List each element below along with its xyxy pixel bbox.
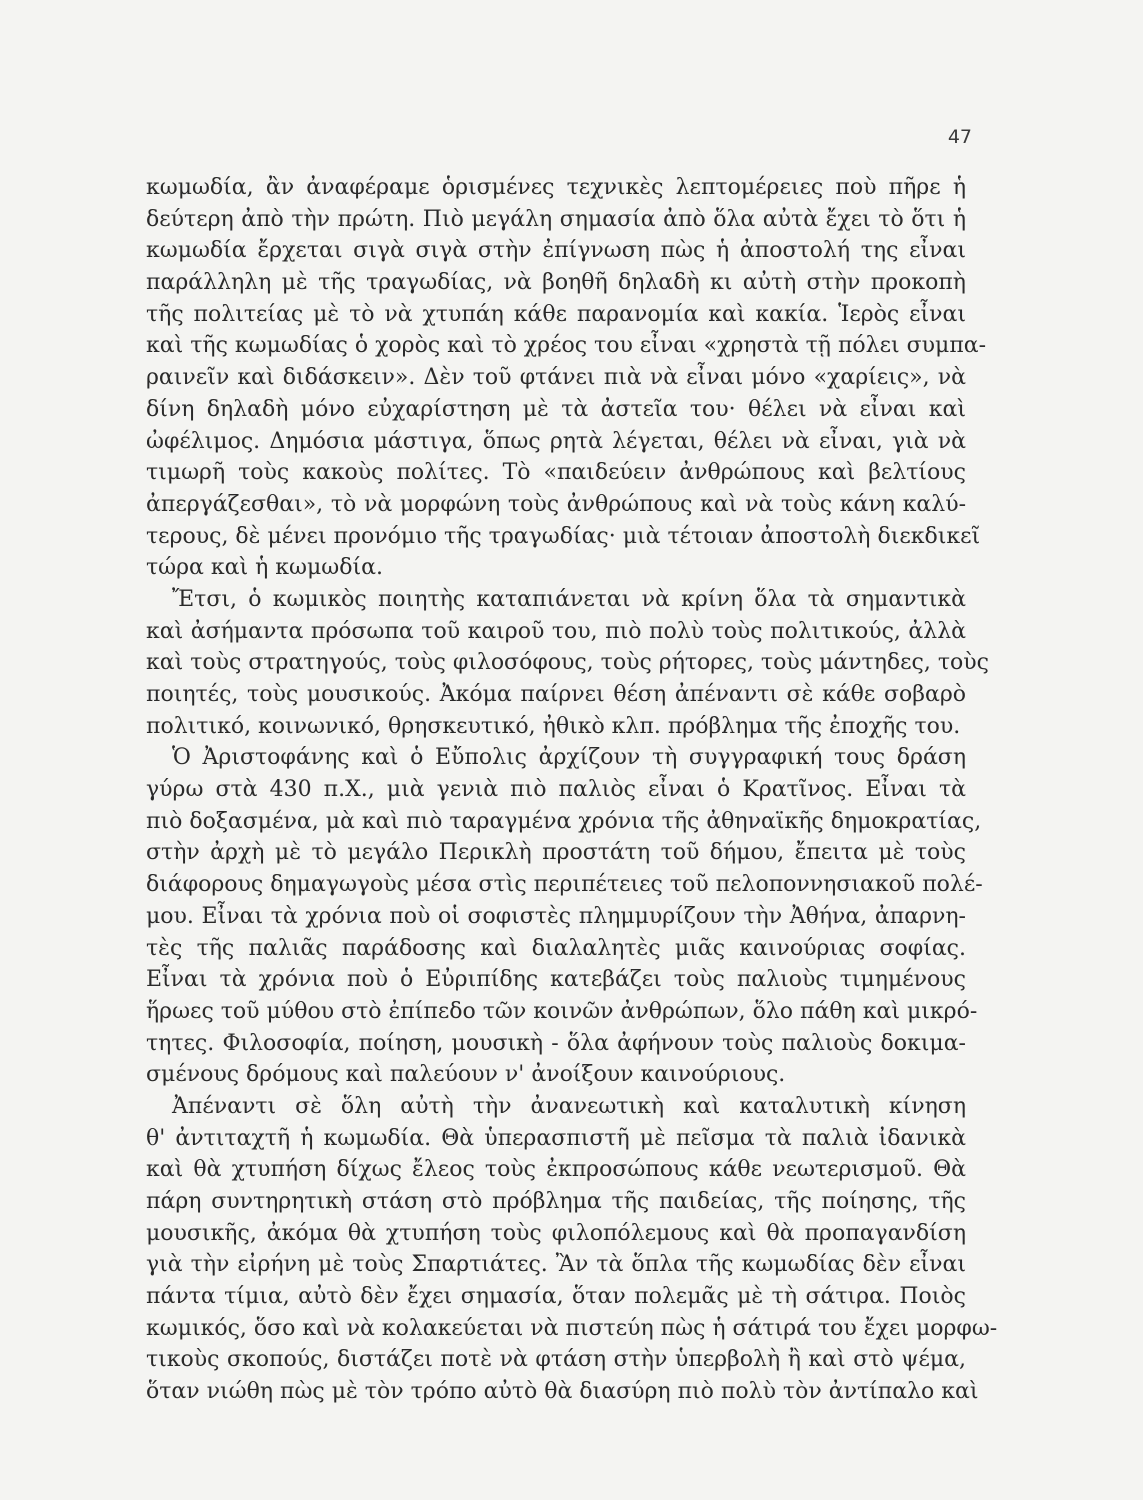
text-line: ὅταν νιώθη πὼς μὲ τὸν τρόπο αὐτὸ θὰ διασύρη πιὸ πολὺ τὸν ἀντίπαλο καὶ bbox=[146, 1379, 979, 1405]
text-line: τῆς πολιτείας μὲ τὸ νὰ χτυπάη κάθε παρανομία καὶ κακία. Ἱερὸς εἶναι bbox=[146, 301, 966, 327]
text-line: δίνη δηλαδὴ μόνο εὐχαρίστηση μὲ τὰ ἀστεῖα του· θέλει νὰ εἶναι καὶ bbox=[146, 396, 966, 422]
text-line: πάρη συντηρητικὴ στάση στὸ πρόβλημα τῆς παιδείας, τῆς ποίησης, τῆς bbox=[146, 1189, 966, 1214]
text-line: διάφορους δημαγωγοὺς μέσα στὶς περιπέτειες τοῦ πελοποννησιακοῦ πολέ- bbox=[146, 872, 983, 898]
text-line: κωμικός, ὅσο καὶ νὰ κολακεύεται νὰ πιστεύη πὼς ἡ σάτιρά του ἔχει μορφω- bbox=[146, 1315, 998, 1341]
text-line: τερους, δὲ μένει προνόμιο τῆς τραγωδίας· μιὰ τέτοιαν ἀποστολὴ διεκδικεῖ bbox=[146, 523, 981, 549]
text-line: Ἀπέναντι σὲ ὅλη αὐτὴ τὴν ἀνανεωτικὴ καὶ καταλυτικὴ κίνηση bbox=[172, 1093, 966, 1119]
text-line: ποιητές, τοὺς μουσικούς. Ἀκόμα παίρνει θέση ἀπέναντι σὲ κάθε σοβαρὸ bbox=[146, 682, 966, 707]
text-line: Ὁ Ἀριστοφάνης καὶ ὁ Εὔπολις ἀρχίζουν τὴ συγγραφική τους δράση bbox=[172, 745, 966, 771]
page-number: 47 bbox=[947, 126, 972, 148]
text-line: γιὰ τὴν εἰρήνη μὲ τοὺς Σπαρτιάτες. Ἂν τὰ ὅπλα τῆς κωμωδίας δὲν εἶναι bbox=[146, 1252, 966, 1278]
text-line: κωμωδία, ἂν ἀναφέραμε ὁρισμένες τεχνικὲς λεπτομέρειες ποὺ πῆρε ἡ bbox=[146, 175, 966, 200]
text-line: Εἶναι τὰ χρόνια ποὺ ὁ Εὐριπίδης κατεβάζει τοὺς παλιοὺς τιμημένους bbox=[146, 967, 966, 993]
text-line: πιὸ δοξασμένα, μὰ καὶ πιὸ ταραγμένα χρόνια τῆς ἀθηναϊκῆς δημοκρατίας, bbox=[146, 808, 982, 834]
text-line: σμένους δρόμους καὶ παλεύουν ν' ἀνοίξουν καινούριους. bbox=[146, 1062, 786, 1088]
text-line: Ἔτσι, ὁ κωμικὸς ποιητὴς καταπιάνεται νὰ κρίνη ὅλα τὰ σημαντικὰ bbox=[172, 586, 966, 612]
text-line: μουσικῆς, ἀκόμα θὰ χτυπήση τοὺς φιλοπόλεμους καὶ θὰ προπαγανδίση bbox=[146, 1220, 966, 1246]
text-line: καὶ ἀσήμαντα πρόσωπα τοῦ καιροῦ του, πιὸ πολὺ τοὺς πολιτικούς, ἀλλὰ bbox=[146, 618, 966, 644]
text-line: καὶ τῆς κωμωδίας ὁ χορὸς καὶ τὸ χρέος του εἶναι «χρηστὰ τῇ πόλει συμπα- bbox=[146, 333, 987, 359]
text-line: τὲς τῆς παλιᾶς παράδοσης καὶ διαλαλητὲς μιᾶς καινούριας σοφίας. bbox=[146, 935, 966, 961]
text-line: ὠφέλιμος. Δημόσια μάστιγα, ὅπως ρητὰ λέγεται, θέλει νὰ εἶναι, γιὰ νὰ bbox=[146, 428, 966, 454]
text-line: τώρα καὶ ἡ κωμωδία. bbox=[146, 555, 383, 581]
text-line: μου. Εἶναι τὰ χρόνια ποὺ οἱ σοφιστὲς πλημμυρίζουν τὴν Ἀθήνα, ἀπαρνη- bbox=[146, 903, 966, 929]
text-line: καὶ θὰ χτυπήση δίχως ἔλεος τοὺς ἐκπροσώπους κάθε νεωτερισμοῦ. Θὰ bbox=[146, 1157, 966, 1183]
text-line: τικοὺς σκοπούς, διστάζει ποτὲ νὰ φτάση στὴν ὑπερβολὴ ἢ καὶ στὸ ψέμα, bbox=[146, 1347, 966, 1373]
text-line: δεύτερη ἀπὸ τὴν πρώτη. Πιὸ μεγάλη σημασία ἀπὸ ὅλα αὐτὰ ἔχει τὸ ὅτι ἡ bbox=[146, 206, 966, 232]
text-line: στὴν ἀρχὴ μὲ τὸ μεγάλο Περικλὴ προστάτη τοῦ δήμου, ἔπειτα μὲ τοὺς bbox=[146, 840, 966, 866]
text-line: γύρω στὰ 430 π.Χ., μιὰ γενιὰ πιὸ παλιὸς εἶναι ὁ Κρατῖνος. Εἶναι τὰ bbox=[146, 777, 966, 803]
body-text bbox=[146, 172, 998, 1408]
text-line: ἀπεργάζεσθαι», τὸ νὰ μορφώνη τοὺς ἀνθρώπους καὶ νὰ τοὺς κάνη καλύ- bbox=[146, 491, 966, 517]
text-line: θ' ἀντιταχτῆ ἡ κωμωδία. Θὰ ὑπερασπιστῆ μὲ πεῖσμα τὰ παλιὰ ἰδανικὰ bbox=[146, 1125, 966, 1151]
text-line: ραινεῖν καὶ διδάσκειν». Δὲν τοῦ φτάνει πιὰ νὰ εἶναι μόνο «χαρίεις», νὰ bbox=[146, 365, 966, 391]
text-line: παράλληλη μὲ τῆς τραγωδίας, νὰ βοηθῆ δηλαδὴ κι αὐτὴ στὴν προκοπὴ bbox=[146, 270, 966, 296]
text-line: πολιτικό, κοινωνικό, θρησκευτικό, ἠθικὸ κλπ. πρόβλημα τῆς ἐποχῆς του. bbox=[146, 713, 961, 739]
text-line: πάντα τίμια, αὐτὸ δὲν ἔχει σημασία, ὅταν πολεμᾶς μὲ τὴ σάτιρα. Ποιὸς bbox=[146, 1284, 966, 1310]
text-line: καὶ τοὺς στρατηγούς, τοὺς φιλοσόφους, τοὺς ρήτορες, τοὺς μάντηδες, τοὺς bbox=[146, 650, 989, 676]
text-line: τιμωρῆ τοὺς κακοὺς πολίτες. Τὸ «παιδεύειν ἀνθρώπους καὶ βελτίους bbox=[146, 460, 966, 486]
text-line: τητες. Φιλοσοφία, ποίηση, μουσικὴ - ὅλα ἀφήνουν τοὺς παλιοὺς δοκιμα- bbox=[146, 1030, 966, 1056]
text-line: κωμωδία ἔρχεται σιγὰ σιγὰ στὴν ἐπίγνωση πὼς ἡ ἀποστολή της εἶναι bbox=[146, 238, 966, 264]
text-line: ἥρωες τοῦ μύθου στὸ ἐπίπεδο τῶν κοινῶν ἀνθρώπων, ὅλο πάθη καὶ μικρό- bbox=[146, 998, 978, 1024]
